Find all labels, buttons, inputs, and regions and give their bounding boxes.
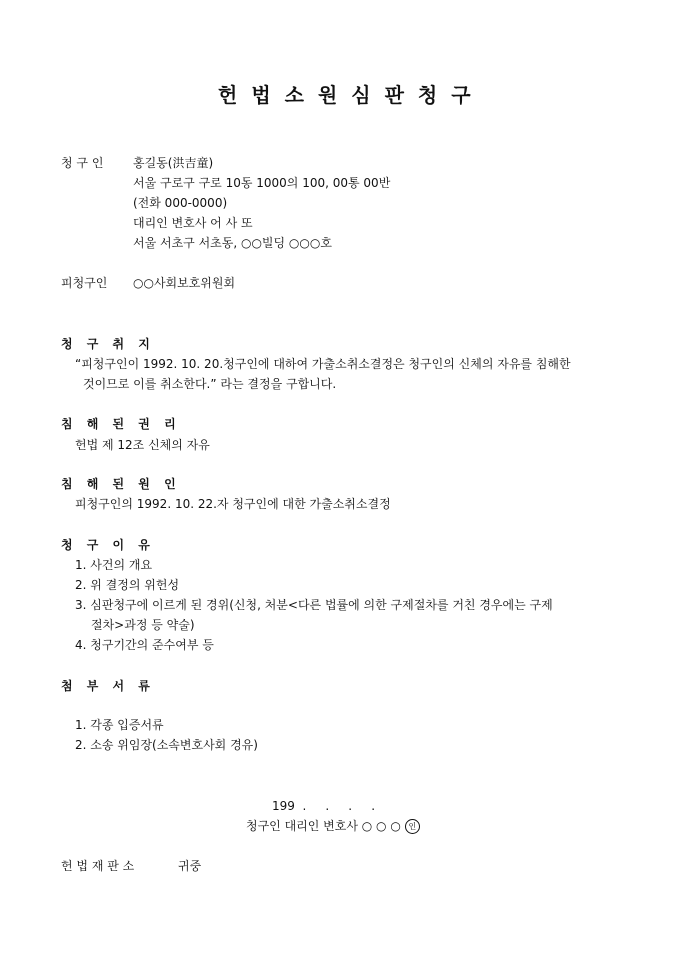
claimant-attorney: 대리인 변호사 어 사 또: [133, 216, 253, 230]
claimant-name: 홍길동(洪吉童): [133, 156, 214, 170]
infringement-cause-heading: 침 해 된 원 인: [61, 477, 181, 491]
attachment-item-1: 1. 각종 입증서류: [75, 718, 164, 732]
claimant-address: 서울 구로구 구로 10동 1000의 100, 00통 00반: [133, 176, 391, 190]
document-title: 헌법소원심판청구: [218, 83, 485, 107]
infringed-right-heading: 침 해 된 권 리: [61, 417, 181, 431]
infringement-cause-text: 피청구인의 1992. 10. 22.자 청구인에 대한 가출소취소결정: [75, 497, 391, 511]
purpose-heading: 청 구 취 지: [61, 337, 155, 351]
attorney-address: 서울 서초구 서초동, ○○빌딩 ○○○호: [133, 236, 332, 250]
filing-date: 199 . . . .: [272, 799, 376, 813]
reason-item-3: 3. 심판청구에 이르게 된 경위(신청, 처분<다른 법률에 의한 구제절차를 거친 경우에는 구제: [75, 598, 553, 612]
claimant-phone: (전화 000-0000): [133, 196, 228, 210]
signature-text: 청구인 대리인 변호사 ○ ○ ○: [246, 819, 401, 833]
purpose-line-2: 것이므로 이를 취소한다.” 라는 결정을 구합니다.: [83, 377, 337, 391]
reasons-heading: 청 구 이 유: [61, 538, 155, 552]
purpose-line-1: “피청구인이 1992. 10. 20.청구인에 대하여 가출소취소결정은 청구인의 신체의 자유를 침해한: [75, 357, 571, 371]
reason-item-2: 2. 위 결정의 위헌성: [75, 578, 180, 592]
attachments-heading: 첨 부 서 류: [61, 679, 155, 693]
signature-line: [246, 818, 420, 834]
attachment-item-2: 2. 소송 위임장(소속변호사회 경유): [75, 738, 258, 752]
court-suffix: 귀중: [178, 859, 202, 873]
seal-mark: 인: [405, 819, 420, 834]
court-name: 헌 법 재 판 소: [61, 859, 135, 873]
reason-item-4: 4. 청구기간의 준수여부 등: [75, 638, 214, 652]
reason-item-1: 1. 사건의 개요: [75, 558, 153, 572]
respondent-value: ○○사회보호위원회: [133, 276, 236, 290]
reason-item-3-cont: 절차>과정 등 약술): [91, 618, 195, 632]
respondent-label: 피청구인: [61, 276, 108, 290]
claimant-label: 청 구 인: [61, 156, 104, 170]
infringed-right-text: 헌법 제 12조 신체의 자유: [75, 438, 210, 452]
